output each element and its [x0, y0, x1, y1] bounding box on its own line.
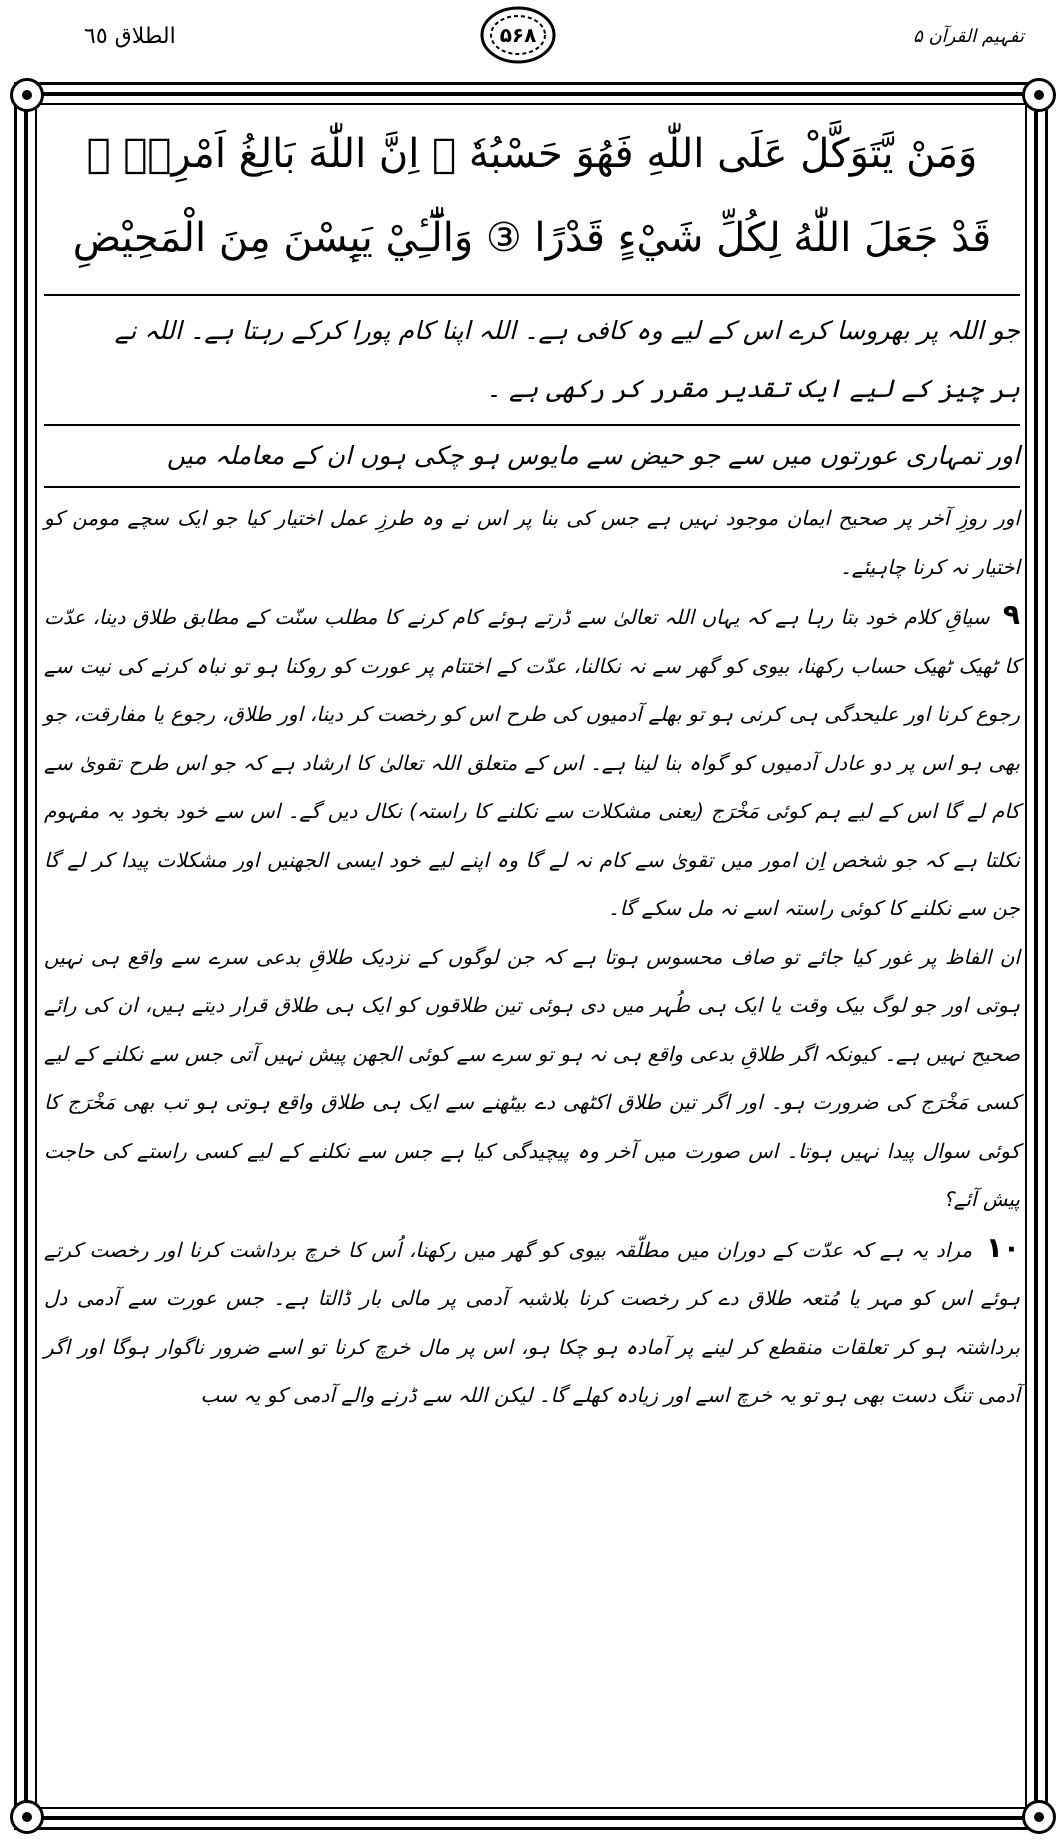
footnote-number: ۱۰	[985, 1230, 1020, 1264]
corner-ornament-icon	[1022, 78, 1056, 112]
next-verse-translation: اور تمہاری عورتوں میں سے جو حیض سے مایوس ہو چکی ہوں ان کے معاملہ میں	[166, 441, 1020, 470]
corner-ornament-icon	[1022, 1800, 1056, 1834]
divider	[44, 486, 1020, 488]
translation-line: ہر چیز کے لیے ایک تقدیر مقرر کر رکھی ہے ۔	[486, 374, 1020, 403]
page-content	[44, 108, 1020, 1800]
corner-ornament-icon	[10, 1800, 44, 1834]
commentary-text: سیاقِ کلام خود بتا رہا ہے کہ یہاں اللہ تعالیٰ سے ڈرتے ہوئے کام کرنے کا مطلب سنّت کے مطابق طلاق دینا، عدّت کا ٹھیک ٹھیک حساب رکھنا، بیوی کو گھر سے نہ نکالنا، عدّت کے اختتام پر عورت کو روکنا ہو تو نباہ کرنے کی نیت سے رجوع کرنا اور علیحدگی ہی کرنی ہو تو بھلے آدمیوں کی طرح اس کو رخصت کر دینا، اور طلاق، رجوع یا مفارقت، جو بھی ہو اس پر دو عادل آدمیوں کو گواہ بنا لینا ہے۔ اس کے متعلق اللہ تعالیٰ کا ارشاد ہے کہ جو اس طرح تقویٰ سے کام لے گا اس کے لیے ہم کوئی مَخْرَج (یعنی مشکلات سے نکلنے کا راستہ) نکال دیں گے۔ اس سے خود بخود یہ مفہوم نکلتا ہے کہ جو شخص اِن امور میں تقویٰ سے کام نہ لے گا وہ اپنے لیے خود ایسی الجھنیں اور مشکلات پیدا کر لے گا جن سے نکلنے کا کوئی راستہ اسے نہ مل سکے گا۔	[44, 605, 1020, 920]
commentary-paragraph	[44, 494, 1020, 591]
surah-reference: الطلاق ٦٥	[84, 24, 176, 49]
book-title: تفہیم القرآن ۵	[913, 26, 1024, 47]
commentary-text: اور روزِ آخر پر صحیح ایمان موجود نہیں ہے جس کی بنا پر اس نے وہ طرزِ عمل اختیار کیا جو ایک سچے مومن کو اختیار نہ کرنا چاہیئے۔	[44, 506, 1020, 579]
footnote-number: ۹	[1002, 598, 1021, 631]
commentary-paragraph	[44, 591, 1020, 933]
translation-line: جو اللہ پر بھروسا کرے اس کے لیے وہ کافی ہے۔ اللہ اپنا کام پورا کرکے رہتا ہے۔ اللہ نے	[114, 316, 1020, 345]
corner-ornament-icon	[10, 78, 44, 112]
arabic-line: قَدْ جَعَلَ اللّٰهُ لِكُلِّ شَيْءٍ قَدْرًا ③ وَالّٰٓـِٔيْ يَىِٕسْنَ مِنَ الْمَحِيْضِ	[72, 215, 992, 261]
page-number-badge	[478, 4, 558, 66]
arabic-verse	[44, 108, 1020, 288]
commentary-text: مراد یہ ہے کہ عدّت کے دوران میں مطلّقہ بیوی کو گھر میں رکھنا، اُس کا خرچ برداشت کرنا اور رخصت کرتے ہوئے اس کو مہر یا مُتعہ طلاق دے کر رخصت کرنا بلاشبہ آدمی پر مالی بار ڈالتا ہے۔ جس عورت سے آدمی دل برداشتہ ہو کر تعلقات منقطع کر لینے پر آمادہ ہو چکا ہو، اس پر مال خرچ کرنا تو اسے ضرور ناگوار ہوگا اور اگر آدمی تنگ دست بھی ہو تو یہ خرچ اسے اور زیادہ کھلے گا۔ لیکن اللہ سے ڈرنے والے آدمی کو یہ سب	[44, 1237, 1020, 1407]
divider	[44, 294, 1020, 296]
commentary	[44, 494, 1020, 1420]
page-number: ۵۶۸	[499, 23, 537, 47]
translation	[44, 302, 1020, 418]
divider	[44, 424, 1020, 426]
arabic-line: وَمَنْ يَّتَوَكَّلْ عَلَى اللّٰهِ فَهُوَ حَسْبُهٗ ۭ اِنَّ اللّٰهَ بَالِغُ اَمْرِهٖ ۭ	[86, 131, 978, 177]
commentary-text: ان الفاظ پر غور کیا جائے تو صاف محسوس ہوتا ہے کہ جن لوگوں کے نزدیک طلاقِ بدعی سرے سے واقع ہی نہیں ہوتی اور جو لوگ بیک وقت یا ایک ہی طُہر میں دی ہوئی تین طلاقوں کو ایک ہی طلاق قرار دیتے ہیں، ان کی رائے صحیح نہیں ہے۔ کیونکہ اگر طلاقِ بدعی واقع ہی نہ ہو تو سرے سے کوئی الجھن پیش نہیں آتی جس سے نکلنے کے لیے کسی مَخْرَج کی ضرورت ہو۔ اور اگر تین طلاق اکٹھی دے بیٹھنے سے ایک ہی طلاق واقع ہوتی ہو تب بھی مَخْرَج کا کوئی سوال پیدا نہیں ہوتا۔ اس صورت میں آخر وہ پیچیدگی کیا ہے جس سے نکلنے کے لیے کسی راستے کی حاجت پیش آئے؟	[44, 944, 1020, 1211]
commentary-paragraph	[44, 1224, 1020, 1420]
commentary-paragraph	[44, 933, 1020, 1224]
